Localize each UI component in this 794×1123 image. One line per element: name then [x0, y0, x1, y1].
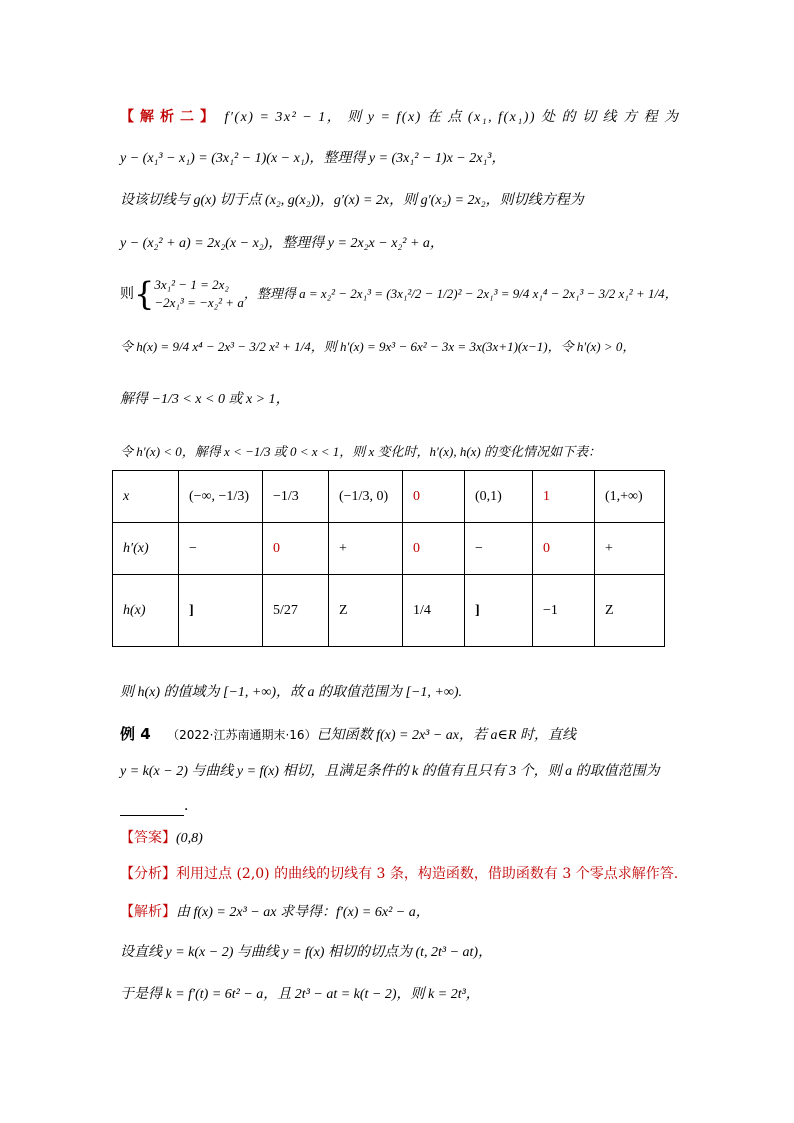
example4-solution-line-1	[120, 902, 430, 923]
analysis-label: 【分析】	[120, 866, 176, 882]
cell-x-1: (−∞, −1/3)	[179, 471, 263, 523]
solution-text-3: 于是得 k = f′(t) = 6t² − a，且 2t³ − at = k(t − 2)，则 k = 2t³，	[120, 987, 480, 1002]
example4-question-3: ．	[184, 798, 198, 814]
cell-x-5: (0,1)	[465, 471, 533, 523]
equation-system	[154, 276, 243, 312]
solution2-line-5	[120, 276, 678, 312]
cell-h-4: 1/4	[403, 575, 465, 647]
example4-solution-line-2	[120, 942, 492, 963]
example4-analysis-line	[120, 864, 678, 884]
solution2-line-9	[120, 682, 462, 703]
solution-label: 【解析】	[120, 904, 176, 920]
analysis-text: 利用过点 (2,0) 的曲线的切线有 3 条，构造函数，借助函数有 3 个零点求解作答.	[176, 866, 679, 882]
example4-solution-line-3	[120, 984, 480, 1005]
cell-h-0: h(x)	[113, 575, 179, 647]
answer-value: (0,8)	[176, 831, 203, 846]
cell-x-7: (1,+∞)	[595, 471, 665, 523]
solution2-text-8: 令 h′(x) < 0，解得 x < −1/3 或 0 < x < 1，则 x 变化时，h′(x), h(x) 的变化情况如下表：	[120, 444, 602, 459]
example4-source: （2022·江苏南通期末·16）	[167, 728, 317, 742]
cell-h-5: ]	[465, 575, 533, 647]
solution2-line-7	[120, 389, 290, 410]
cell-hp-0: h′(x)	[113, 523, 179, 575]
solution2-text-4: y − (x₂² + a) = 2x₂(x − x₂)，整理得 y = 2x₂x − x₂² + a，	[120, 236, 444, 251]
solution2-text-2: y − (x₁³ − x₁) = (3x₁² − 1)(x − x₁)，整理得 y = (3x₁² − 1)x − 2x₁³，	[120, 151, 506, 166]
cell-x-6: 1	[533, 471, 595, 523]
cell-hp-5: −	[465, 523, 533, 575]
example4-question-2: y = k(x − 2) 与曲线 y = f(x) 相切，且满足条件的 k 的值有且只有 3 个，则 a 的取值范围为	[120, 764, 660, 779]
cell-h-3: Z	[329, 575, 403, 647]
answer-blank	[120, 801, 184, 816]
example4-line-3	[120, 796, 198, 816]
cell-hp-6: 0	[533, 523, 595, 575]
cell-h-7: Z	[595, 575, 665, 647]
solution2-line-2	[120, 148, 506, 169]
solution2-text-1: f′(x) = 3x² − 1， 则 y = f(x) 在 点 (x₁, f(x₁)) 处 的 切 线 方 程 为	[224, 110, 680, 125]
solution2-text-5: ，整理得 a = x₂² − 2x₁³ = (3x₁²/2 − 1/2)² − 2x₁³ = 9/4 x₁⁴ − 2x₁³ − 3/2 x₁² + 1/4，	[243, 286, 678, 301]
cell-x-2: −1/3	[263, 471, 329, 523]
cell-x-4: 0	[403, 471, 465, 523]
solution2-text-3: 设该切线与 g(x) 切于点 (x₂, g(x₂))，g′(x) = 2x，则 g′(x₂) = 2x₂，则切线方程为	[120, 193, 584, 208]
cell-hp-1: −	[179, 523, 263, 575]
cell-hp-4: 0	[403, 523, 465, 575]
table-row-x	[113, 471, 665, 523]
table-row-h	[113, 575, 665, 647]
solution-text-1: 由 f(x) = 2x³ − ax 求导得：f′(x) = 6x² − a，	[176, 905, 430, 920]
variation-table	[112, 470, 665, 647]
cell-h-6: −1	[533, 575, 595, 647]
solution-text-2: 设直线 y = k(x − 2) 与曲线 y = f(x) 相切的切点为 (t, 2t³ − at)，	[120, 945, 493, 960]
system-eq-1: 3x₁² − 1 = 2x₂	[154, 277, 229, 292]
example4-line-1	[120, 724, 576, 746]
solution2-label: 【解析二】	[120, 109, 220, 125]
example4-line-2	[120, 761, 660, 782]
solution2-text-9: 则 h(x) 的值域为 [−1, +∞)，故 a 的取值范围为 [−1, +∞).	[120, 685, 463, 700]
answer-label: 【答案】	[120, 830, 176, 846]
example4-answer-line	[120, 828, 203, 849]
cell-h-2: 5/27	[263, 575, 329, 647]
cell-h-1: ]	[179, 575, 263, 647]
example4-label: 例 4	[120, 725, 151, 743]
brace-icon: {	[134, 275, 155, 313]
solution2-text-6: 令 h(x) = 9/4 x⁴ − 2x³ − 3/2 x² + 1/4，则 h′(x) = 9x³ − 6x² − 3x = 3x(3x+1)(x−1)，令 h′(x) > 0，	[120, 339, 636, 354]
solution2-text-7: 解得 −1/3 < x < 0 或 x > 1，	[120, 392, 290, 407]
solution2-line-1	[120, 107, 680, 128]
solution2-line-8	[120, 442, 601, 463]
then-label: 则	[120, 286, 134, 302]
solution2-line-6	[120, 337, 635, 358]
cell-x-0: x	[113, 471, 179, 523]
solution2-line-3	[120, 190, 584, 211]
cell-x-3: (−1/3, 0)	[329, 471, 403, 523]
cell-hp-7: +	[595, 523, 665, 575]
cell-hp-3: +	[329, 523, 403, 575]
solution2-line-4	[120, 233, 444, 254]
example4-question-1: 已知函数 f(x) = 2x³ − ax，若 a∈R 时，直线	[316, 728, 576, 743]
cell-hp-2: 0	[263, 523, 329, 575]
system-eq-2: −2x₁³ = −x₂² + a	[154, 295, 244, 310]
table-row-hprime	[113, 523, 665, 575]
